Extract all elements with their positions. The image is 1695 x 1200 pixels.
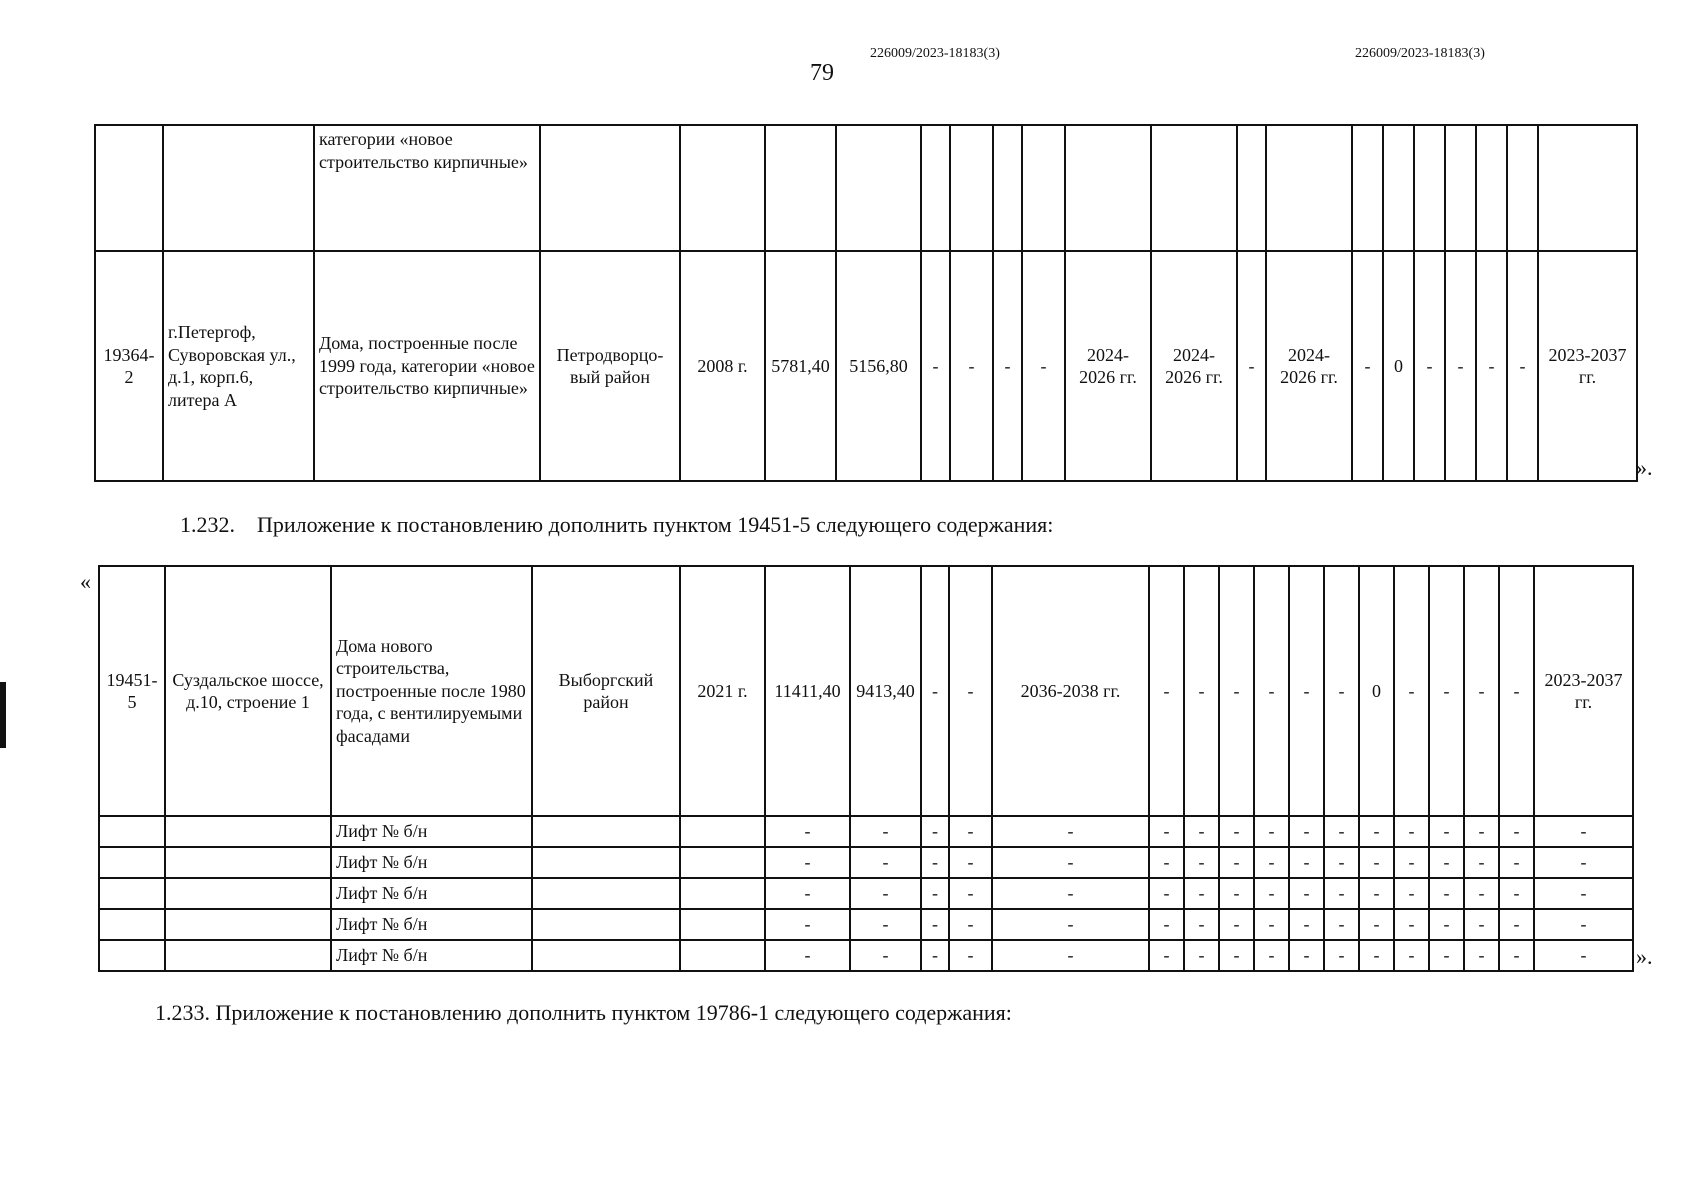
dash-cell: - [1534,847,1633,878]
document-id-left: 226009/2023-18183(3) [870,46,1000,61]
dash-cell: - [992,847,1149,878]
dash-cell: - [1499,566,1534,816]
dash-cell: - [1352,251,1383,481]
table-row [99,566,1633,816]
dash-cell: - [1464,909,1499,940]
dash-cell: - [1254,816,1289,847]
dash-cell: - [949,940,992,971]
year-cell: 2021 г. [680,566,765,816]
lift-name-cell: Лифт № б/н [331,940,532,971]
scan-edge-mark [0,682,6,748]
area-living-cell: 5156,80 [836,251,921,481]
opening-quote: « [80,569,91,594]
dash-cell: - [1289,566,1324,816]
zero-cell: 0 [1383,251,1414,481]
empty-cell [532,847,680,878]
dash-cell: - [992,878,1149,909]
year-cell: 2008 г. [680,251,765,481]
dash-cell: - [1184,878,1219,909]
empty-cell [680,878,765,909]
empty-cell [99,816,165,847]
dash-cell: - [1534,878,1633,909]
dash-cell: - [1254,940,1289,971]
period-cell: 2024-2026 гг. [1151,251,1237,481]
dash-cell: - [1149,847,1184,878]
category-cell: Дома нового строительства, построенные после 1980 года, с вентилируемыми фасадами [331,566,532,816]
dash-cell: - [1184,940,1219,971]
empty-cell [532,940,680,971]
closing-quote: ». [1636,944,1653,969]
dash-cell: - [1429,878,1464,909]
category-cell: категории «новое строительство кирпичные» [314,125,540,251]
lift-name-cell: Лифт № б/н [331,816,532,847]
dash-cell: - [1254,909,1289,940]
page-number: 79 [810,60,834,86]
dash-cell: - [1476,251,1507,481]
dash-cell: - [1149,816,1184,847]
dash-cell: - [1149,566,1184,816]
row-id: 19364-2 [95,251,163,481]
dash-cell: - [1464,847,1499,878]
address-cell: Суздальское шоссе, д.10, строение 1 [165,566,331,816]
district-cell: Выборгский район [532,566,680,816]
empty-cell [99,847,165,878]
empty-cell [165,909,331,940]
dash-cell: - [1219,847,1254,878]
document-id-right: 226009/2023-18183(3) [1355,46,1485,61]
table-continuation [94,124,1638,482]
period-cell: 2024-2026 гг. [1266,251,1352,481]
dash-cell: - [1359,847,1394,878]
dash-cell: - [1219,566,1254,816]
dash-cell: - [1359,909,1394,940]
dash-cell: - [1324,878,1359,909]
dash-cell: - [1289,909,1324,940]
dash-cell: - [1394,566,1429,816]
area-total-cell: 5781,40 [765,251,836,481]
empty-cell [99,909,165,940]
dash-cell: - [1534,940,1633,971]
dash-cell: - [1184,816,1219,847]
dash-cell: - [1534,909,1633,940]
dash-cell: - [949,566,992,816]
dash-cell: - [1289,878,1324,909]
dash-cell: - [1237,251,1266,481]
dash-cell: - [1414,251,1445,481]
dash-cell: - [992,940,1149,971]
address-cell: г.Петергоф, Суворовская ул., д.1, корп.6, литера А [163,251,314,481]
dash-cell: - [921,251,950,481]
dash-cell: - [1219,878,1254,909]
dash-cell: - [1429,940,1464,971]
dash-cell: - [850,940,921,971]
dash-cell: - [765,816,850,847]
dash-cell: - [1219,909,1254,940]
lift-name-cell: Лифт № б/н [331,878,532,909]
dash-cell: - [950,251,993,481]
dash-cell: - [1359,816,1394,847]
dash-cell: - [1464,878,1499,909]
dash-cell: - [1429,816,1464,847]
dash-cell: - [1394,909,1429,940]
dash-cell: - [1149,940,1184,971]
district-cell: Петродворцо-вый район [540,251,680,481]
dash-cell: - [921,566,949,816]
dash-cell: - [765,940,850,971]
empty-cell [99,940,165,971]
zero-cell: 0 [1359,566,1394,816]
empty-cell [532,909,680,940]
dash-cell: - [1254,847,1289,878]
empty-cell [165,940,331,971]
dash-cell: - [993,251,1022,481]
empty-cell [680,816,765,847]
table-row [95,251,1637,481]
dash-cell: - [765,909,850,940]
dash-cell: - [1254,566,1289,816]
dash-cell: - [1394,878,1429,909]
category-cell: Дома, построенные после 1999 года, категории «новое строительство кирпичные» [314,251,540,481]
dash-cell: - [1219,940,1254,971]
dash-cell: - [1289,847,1324,878]
paragraph-1-233: 1.233. Приложение к постановлению дополнить пунктом 19786-1 следующего содержания: [155,1000,1012,1025]
lift-row [99,909,1633,940]
dash-cell: - [850,909,921,940]
dash-cell: - [1324,566,1359,816]
empty-cell [532,816,680,847]
dash-cell: - [1359,940,1394,971]
dash-cell: - [1219,816,1254,847]
dash-cell: - [1394,940,1429,971]
row-id: 19451-5 [99,566,165,816]
dash-cell: - [765,878,850,909]
dash-cell: - [921,847,949,878]
dash-cell: - [992,816,1149,847]
dash-cell: - [921,940,949,971]
dash-cell: - [1429,909,1464,940]
lift-row [99,816,1633,847]
dash-cell: - [949,816,992,847]
empty-cell [680,847,765,878]
dash-cell: - [765,847,850,878]
empty-cell [99,878,165,909]
paragraph-1-232: 1.232. Приложение к постановлению дополнить пунктом 19451-5 следующего содержания: [180,512,1054,537]
dash-cell: - [850,847,921,878]
table-addition [98,565,1634,972]
empty-cell [680,940,765,971]
dash-cell: - [1149,909,1184,940]
dash-cell: - [921,816,949,847]
dash-cell: - [1324,940,1359,971]
dash-cell: - [1507,251,1538,481]
dash-cell: - [949,909,992,940]
dash-cell: - [1499,847,1534,878]
dash-cell: - [1022,251,1065,481]
dash-cell: - [1289,940,1324,971]
dash-cell: - [1429,566,1464,816]
dash-cell: - [1534,816,1633,847]
dash-cell: - [1149,878,1184,909]
dash-cell: - [1499,816,1534,847]
area-living-cell: 9413,40 [850,566,921,816]
empty-cell [165,816,331,847]
dash-cell: - [1464,566,1499,816]
empty-cell [532,878,680,909]
program-period-cell: 2023-2037 гг. [1538,251,1637,481]
dash-cell: - [992,909,1149,940]
dash-cell: - [1324,816,1359,847]
dash-cell: - [1184,909,1219,940]
empty-cell [165,878,331,909]
work-period-cell: 2036-2038 гг. [992,566,1149,816]
program-period-cell: 2023-2037 гг. [1534,566,1633,816]
dash-cell: - [1499,878,1534,909]
lift-name-cell: Лифт № б/н [331,909,532,940]
closing-quote: ». [1636,455,1653,480]
dash-cell: - [1464,816,1499,847]
dash-cell: - [1464,940,1499,971]
lift-row [99,940,1633,971]
dash-cell: - [921,878,949,909]
dash-cell: - [850,816,921,847]
dash-cell: - [949,878,992,909]
dash-cell: - [1429,847,1464,878]
dash-cell: - [1324,909,1359,940]
area-total-cell: 11411,40 [765,566,850,816]
dash-cell: - [850,878,921,909]
table-row [95,125,1637,251]
dash-cell: - [921,909,949,940]
empty-cell [165,847,331,878]
dash-cell: - [1324,847,1359,878]
lift-row [99,847,1633,878]
dash-cell: - [1184,566,1219,816]
dash-cell: - [1254,878,1289,909]
lift-name-cell: Лифт № б/н [331,847,532,878]
dash-cell: - [1184,847,1219,878]
dash-cell: - [1394,847,1429,878]
dash-cell: - [1445,251,1476,481]
period-cell: 2024-2026 гг. [1065,251,1151,481]
dash-cell: - [1289,816,1324,847]
dash-cell: - [1394,816,1429,847]
lift-row [99,878,1633,909]
dash-cell: - [949,847,992,878]
dash-cell: - [1499,909,1534,940]
empty-cell [680,909,765,940]
dash-cell: - [1499,940,1534,971]
dash-cell: - [1359,878,1394,909]
